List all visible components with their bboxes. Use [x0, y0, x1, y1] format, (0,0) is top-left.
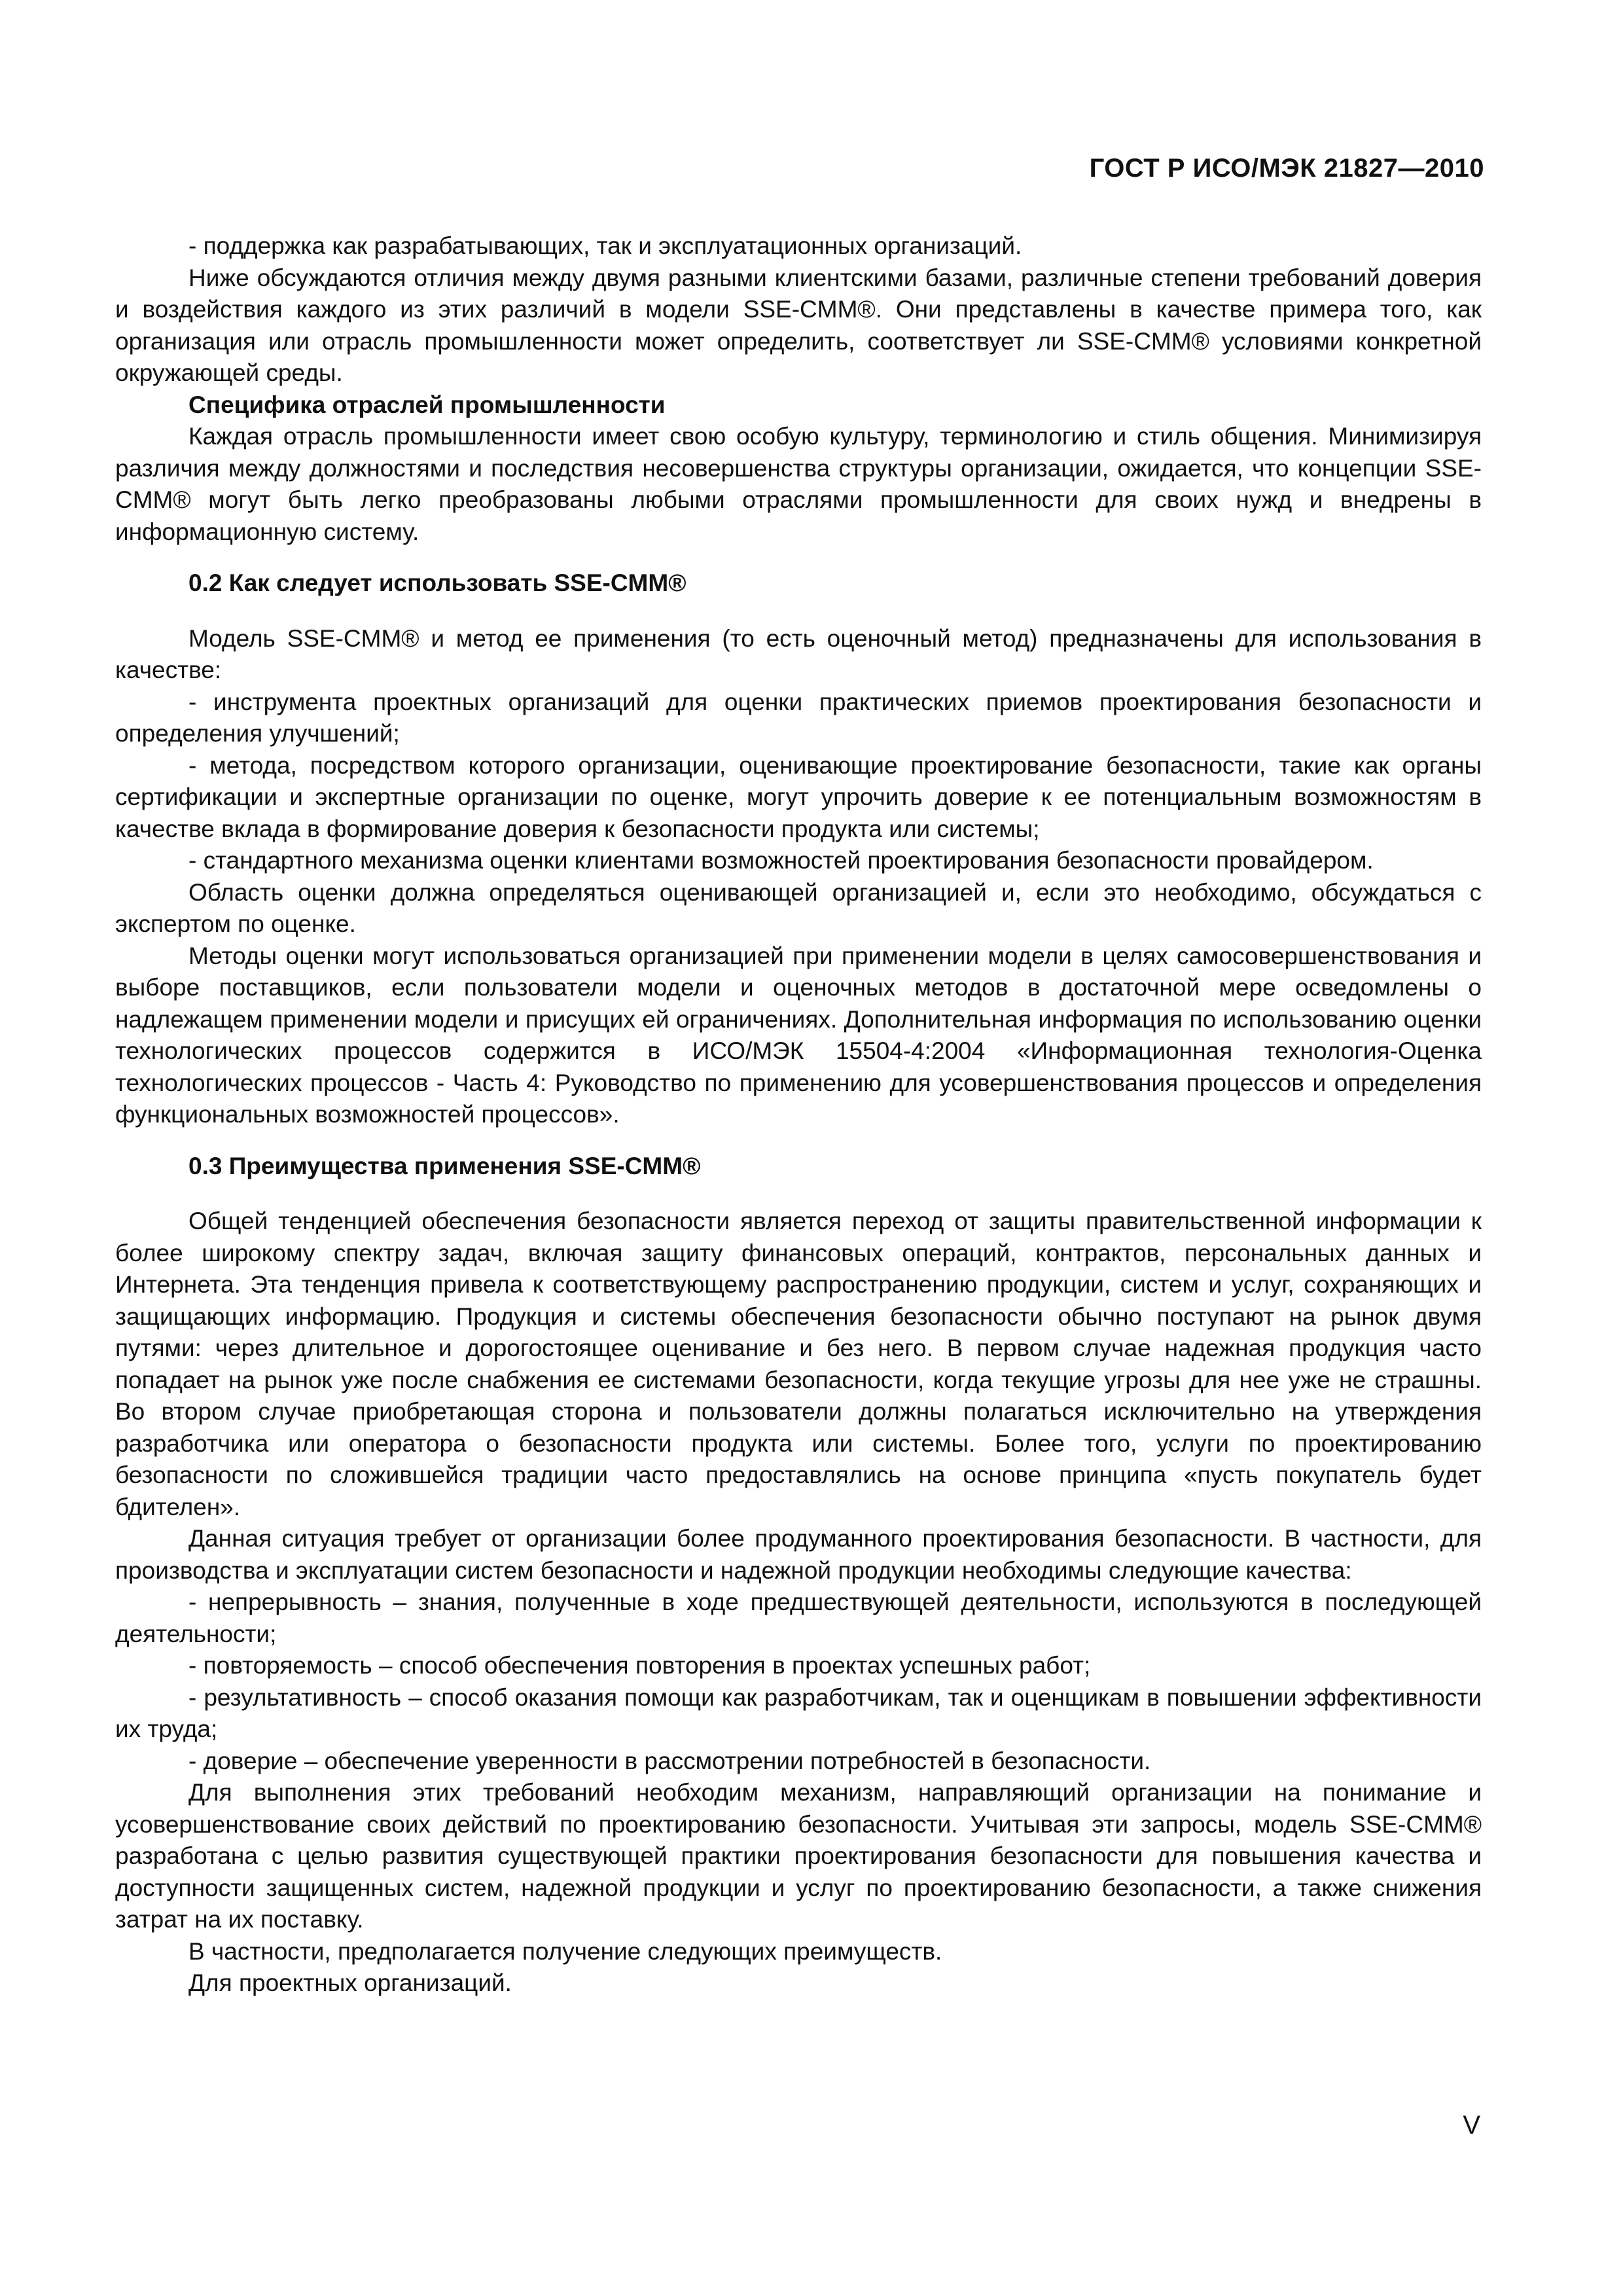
- paragraph: Ниже обсуждаются отличия между двумя разными клиентскими базами, различные степени требований доверия и воздействия каждого из этих различий в модели SSE-CMM®. Они представлены в качестве примера того, как организация или отрасль промышленности может определить, соответствует ли SSE-CMM® условиями конкретной окружающей среды.: [115, 264, 1482, 386]
- document-header: ГОСТ Р ИСО/МЭК 21827—2010: [1089, 154, 1484, 183]
- list-item: - метода, посредством которого организации, оценивающие проектирование безопасности, такие как органы сертификации и экспертные организации по оценке, могут упрочить доверие к ее потенциальным возможностям в качестве вклада в формирование доверия к безопасности продукта или системы;: [115, 751, 1482, 842]
- section-heading-0-3: 0.3 Преимущества применения SSE-CMM®: [188, 1152, 701, 1179]
- document-body: [115, 230, 1482, 2000]
- subheading-industry-specifics: Специфика отраслей промышленности: [188, 391, 666, 418]
- paragraph: Данная ситуация требует от организации более продуманного проектирования безопасности. В частности, для производства и эксплуатации систем безопасности и надежной продукции необходимы следующие качества:: [115, 1525, 1482, 1584]
- paragraph: Каждая отрасль промышленности имеет свою особую культуру, терминологию и стиль общения. Минимизируя различия между должностями и последствия несовершенства структуры организации, ожидается, что концепции SSE-CMM® могут быть легко преобразованы любыми отраслями промышленности для своих нужд и внедрены в информационную систему.: [115, 423, 1482, 545]
- list-item: - доверие – обеспечение уверенности в рассмотрении потребностей в безопасности.: [188, 1747, 1151, 1774]
- paragraph: Область оценки должна определяться оценивающей организацией и, если это необходимо, обсуждаться с экспертом по оценке.: [115, 878, 1482, 937]
- paragraph: Для выполнения этих требований необходим механизм, направляющий организации на понимание и усовершенствование своих действий по проектированию безопасности. Учитывая эти запросы, модель SSE-CMM® разработана с целью развития существующей практики проектирования безопасности для повышения качества и доступности защищенных систем, надежной продукции и услуг по проектированию безопасности, а также снижения затрат на их поставку.: [115, 1779, 1482, 1933]
- list-item: - стандартного механизма оценки клиентами возможностей проектирования безопасности провайдером.: [188, 847, 1374, 874]
- paragraph: Общей тенденцией обеспечения безопасности является переход от защиты правительственной информации к более широкому спектру задач, включая защиту финансовых операций, контрактов, персональных данных и Интернета. Эта тенденция привела к соответствующему распространению продукции, систем и услуг, сохраняющих и защищающих информацию. Продукция и системы обеспечения безопасности обычно поступают на рынок двумя путями: через длительное и дорогостоящее оценивание и без него. В первом случае надежная продукция часто попадает на рынок уже после снабжения ее системами безопасности, когда текущие угрозы для нее уже не страшны. Во втором случае приобретающая сторона и пользователи должны полагаться исключительно на утверждения разработчика или оператора о безопасности продукта или системы. Более того, услуги по проектированию безопасности по сложившейся традиции часто предоставлялись на основе принципа «пусть покупатель будет бдителен».: [115, 1208, 1482, 1520]
- paragraph: Модель SSE-CMM® и метод ее применения (то есть оценочный метод) предназначены для использования в качестве:: [115, 624, 1482, 683]
- section-heading-0-2: 0.2 Как следует использовать SSE-CMM®: [188, 569, 687, 596]
- list-item: - повторяемость – способ обеспечения повторения в проектах успешных работ;: [188, 1652, 1091, 1679]
- paragraph: Для проектных организаций.: [188, 1969, 512, 1996]
- list-item: - инструмента проектных организаций для оценки практических приемов проектирования безопасности и определения улучшений;: [115, 688, 1482, 747]
- page-number: V: [1463, 2111, 1480, 2140]
- list-item: - непрерывность – знания, полученные в ходе предшествующей деятельности, используются в последующей деятельности;: [115, 1588, 1482, 1647]
- paragraph: Методы оценки могут использоваться организацией при применении модели в целях самосовершенствования и выборе поставщиков, если пользователи модели и оценочных методов в достаточной мере осведомлены о надлежащем применении модели и присущих ей ограничениях. Дополнительная информация по использованию оценки технологических процессов содержится в ИСО/МЭК 15504-4:2004 «Информационная технология-Оценка технологических процессов - Часть 4: Руководство по применению для усовершенствования процессов и определения функциональных возможностей процессов».: [115, 942, 1482, 1128]
- paragraph: - поддержка как разрабатывающих, так и эксплуатационных организаций.: [188, 232, 1022, 259]
- list-item: - результативность – способ оказания помощи как разработчикам, так и оценщикам в повышении эффективности их труда;: [115, 1683, 1482, 1742]
- paragraph: В частности, предполагается получение следующих преимуществ.: [188, 1937, 942, 1965]
